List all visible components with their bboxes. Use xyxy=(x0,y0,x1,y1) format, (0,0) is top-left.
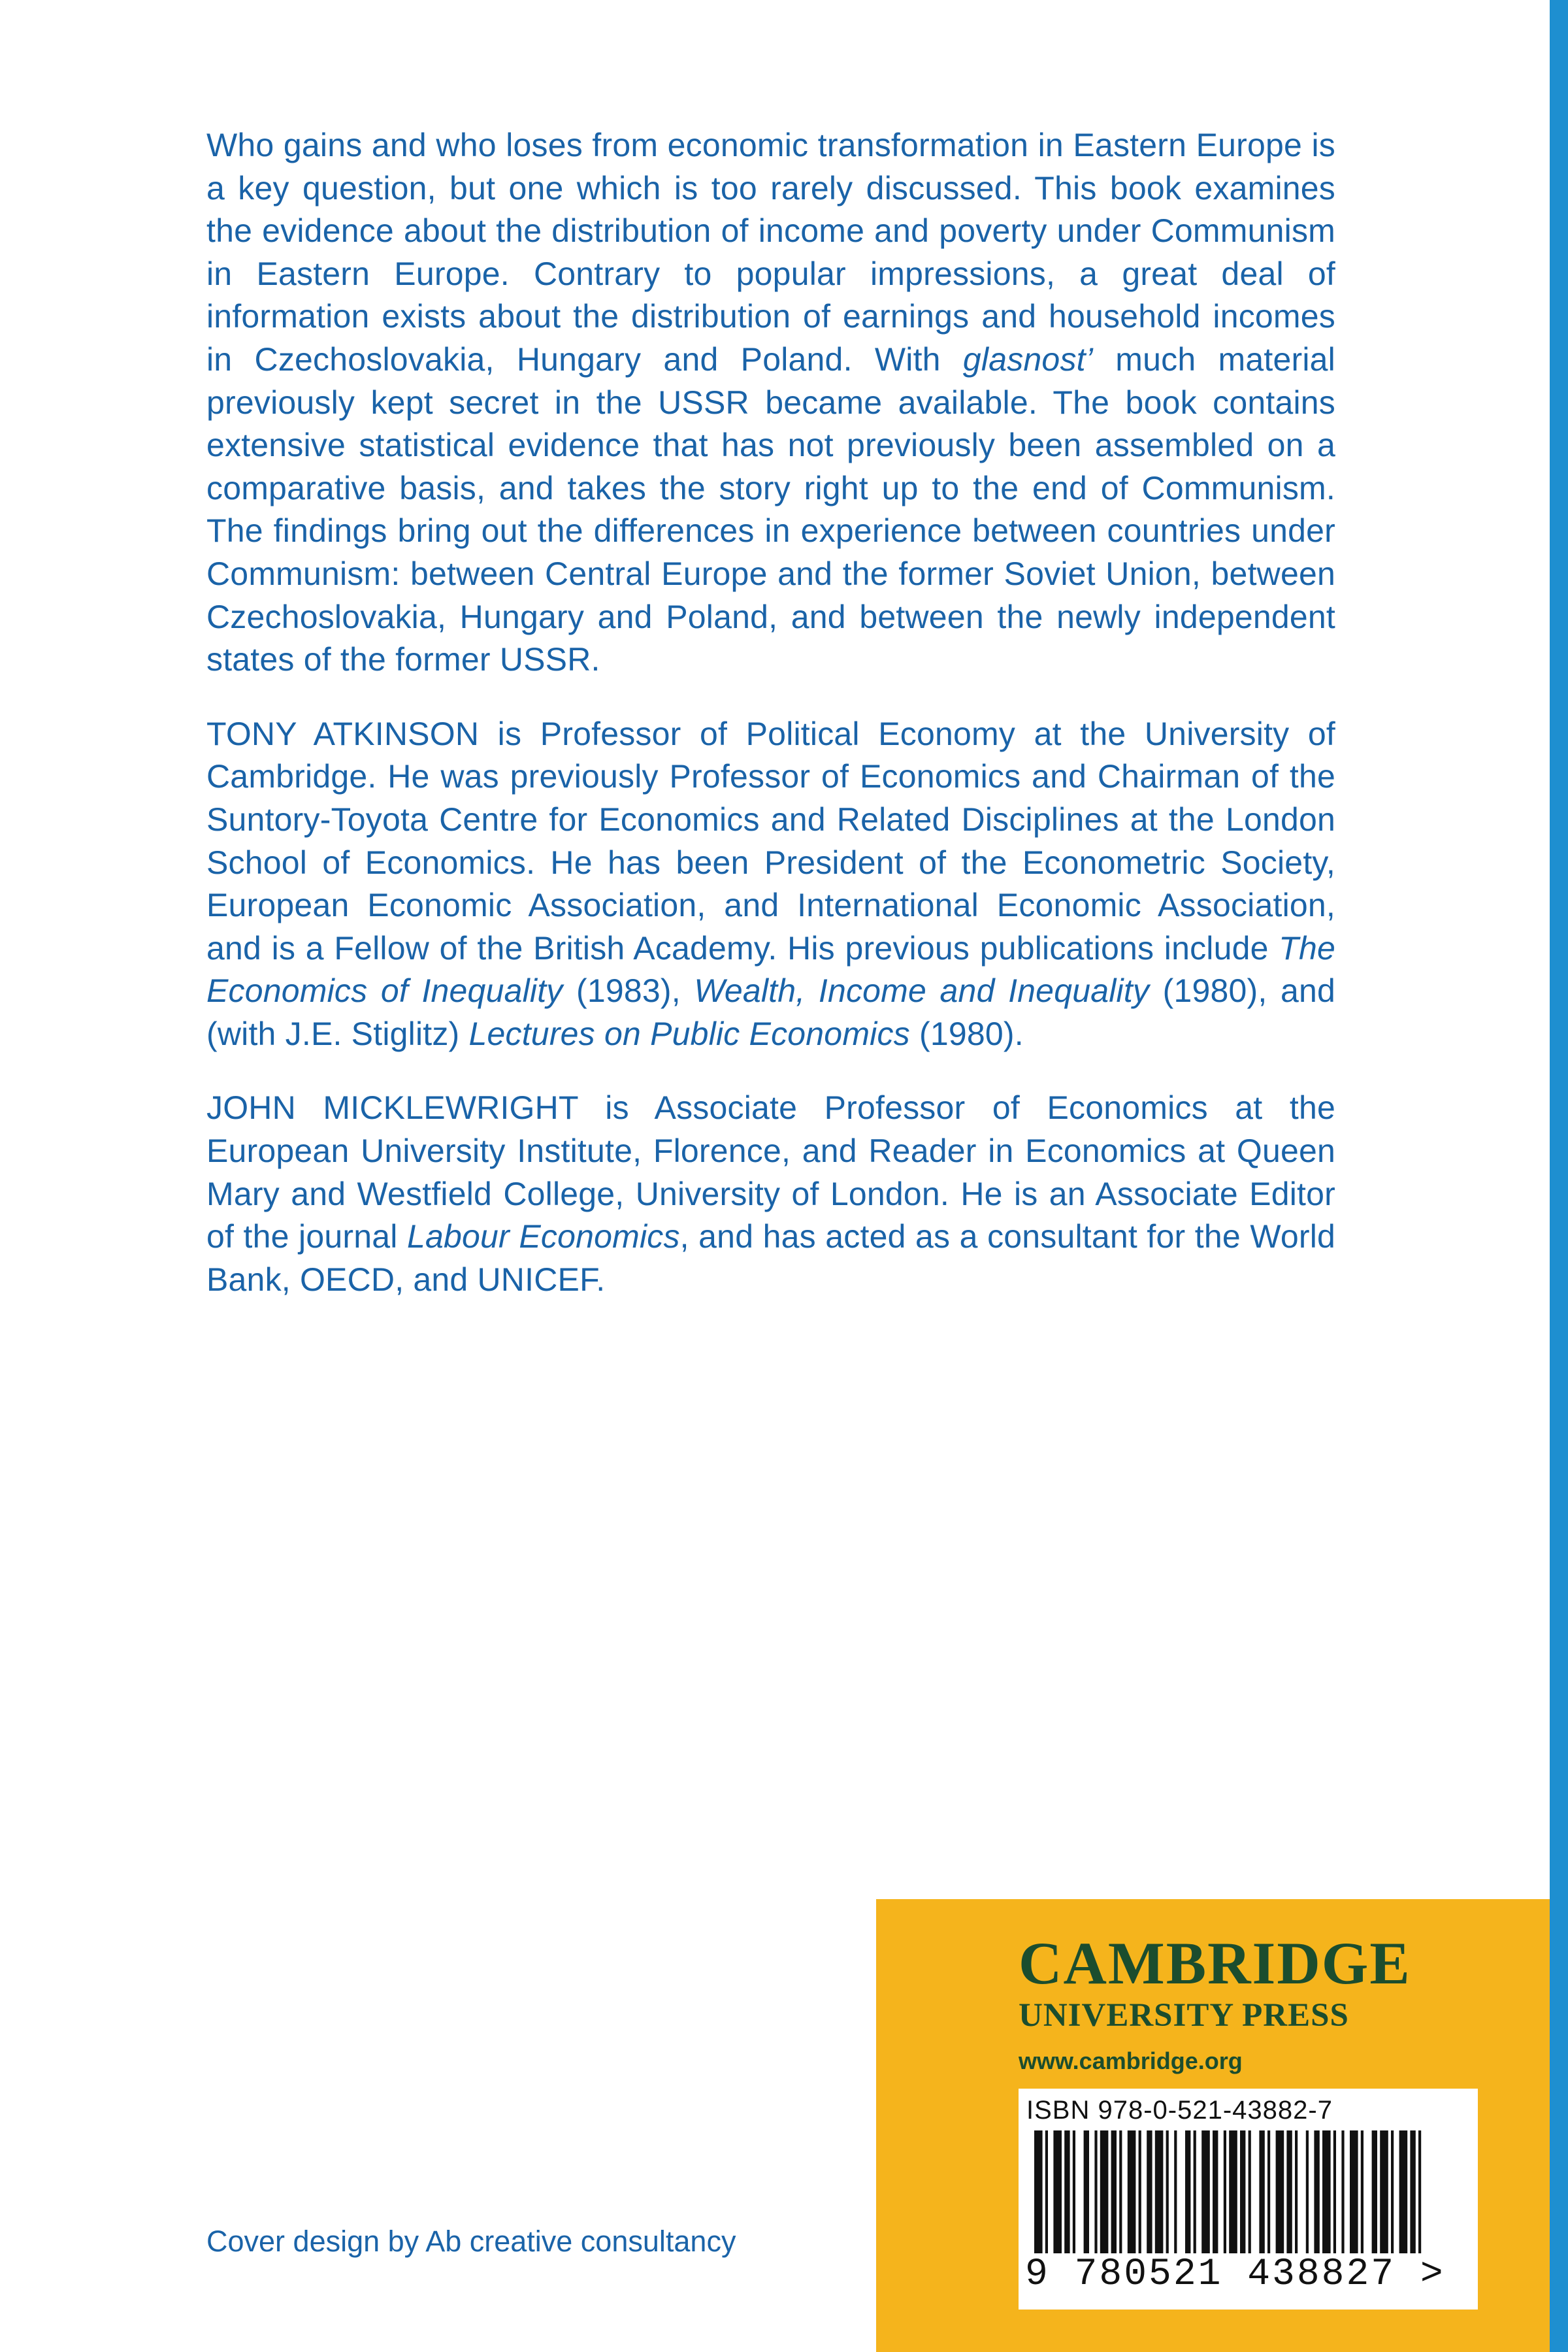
isbn-label: ISBN 978-0-521-43882-7 xyxy=(1026,2096,1333,2125)
barcode-bar xyxy=(1155,2130,1164,2253)
barcode-bar xyxy=(1053,2130,1062,2253)
barcode-bar xyxy=(1064,2130,1070,2253)
atkinson-bio-text-3: (1980), and (with J.E. Stiglitz) xyxy=(206,972,1335,1052)
barcode-bar xyxy=(1084,2130,1089,2253)
description-text-1: Who gains and who loses from economic transformation in Eastern Europe is a key question, but one which is too rarely discussed. This book examines the evidence about the distribution of income and poverty under Communism in Eastern Europe. Contrary to popular impressions, a great deal of information exists about the distribution of earnings and household incomes in Czechoslovakia, Hungary and Poland. With xyxy=(206,127,1335,378)
barcode-bar xyxy=(1224,2130,1226,2253)
back-cover-blurb xyxy=(206,124,1335,1333)
barcode-bar xyxy=(1119,2130,1122,2253)
barcode-bar xyxy=(1094,2130,1097,2253)
barcode-bar xyxy=(1147,2130,1152,2253)
barcode-bar xyxy=(1418,2130,1421,2253)
barcode-panel xyxy=(1019,2089,1478,2310)
description-text-2: much material previously kept secret in the USSR became available. The book contains extensive statistical evidence that has not previously been assembled on a comparative basis, and takes the story right up to the end of Communism. The findings bring out the differences in experience between countries under Communism: between Central Europe and the former Soviet Union, between Czechoslovakia, Hungary and Poland, and between the newly independent states of the former USSR. xyxy=(206,340,1335,678)
glasnost-term: glasnost’ xyxy=(962,340,1094,378)
publisher-logo-press: UNIVERSITY PRESS xyxy=(1019,1997,1349,2034)
barcode-bar xyxy=(1185,2130,1190,2253)
barcode-bar xyxy=(1333,2130,1336,2253)
barcode-bar xyxy=(1100,2130,1109,2253)
barcode-bar xyxy=(1240,2130,1245,2253)
book-description xyxy=(206,124,1335,682)
barcode-bar xyxy=(1306,2130,1309,2253)
barcode-bar xyxy=(1128,2130,1136,2253)
barcode-bar xyxy=(1034,2130,1043,2253)
barcode-bar xyxy=(1314,2130,1319,2253)
publisher-url: www.cambridge.org xyxy=(1019,2047,1243,2074)
barcode-bar xyxy=(1267,2130,1270,2253)
micklewright-bio-text-2: , and has acted as a consultant for the World Bank, OECD, and UNICEF. xyxy=(206,1218,1336,1298)
barcode-bar xyxy=(1295,2130,1298,2253)
barcode-bar xyxy=(1361,2130,1364,2253)
barcode-bar xyxy=(1213,2130,1218,2253)
book-title-economics-of-inequality: The Economics of Inequality xyxy=(206,929,1335,1010)
barcode-bar xyxy=(1201,2130,1210,2253)
book-title-lectures-public-economics: Lectures on Public Economics xyxy=(468,1015,910,1052)
barcode-bar xyxy=(1194,2130,1196,2253)
barcode-bar xyxy=(1341,2130,1344,2253)
barcode-bar xyxy=(1286,2130,1292,2253)
barcode-bar xyxy=(1399,2130,1408,2253)
barcode-bar xyxy=(1410,2130,1415,2253)
atkinson-bio-text-2: (1983), xyxy=(563,972,694,1010)
publisher-panel xyxy=(876,1899,1550,2352)
barcode-bar xyxy=(1166,2130,1169,2253)
barcode-bar xyxy=(1139,2130,1141,2253)
barcode-bar xyxy=(1045,2130,1048,2253)
author-bio-atkinson xyxy=(206,713,1335,1056)
barcode-bar xyxy=(1249,2130,1251,2253)
barcode-bar xyxy=(1276,2130,1284,2253)
barcode-bar xyxy=(1391,2130,1394,2253)
author-bio-micklewright xyxy=(206,1087,1335,1301)
barcode-bar xyxy=(1372,2130,1377,2253)
barcode-bars xyxy=(1032,2130,1463,2255)
barcode-bar xyxy=(1322,2130,1331,2253)
journal-title-labour-economics: Labour Economics xyxy=(407,1218,680,1255)
micklewright-bio-text-1: JOHN MICKLEWRIGHT is Associate Professor of Economics at the European University Institute, Florence, and Reader in Economics at Queen Mary and Westfield College, University of London. He is an Associate Editor of the journal xyxy=(206,1089,1335,1255)
barcode-bar xyxy=(1073,2130,1075,2253)
barcode-bar xyxy=(1380,2130,1388,2253)
cover-design-credit: Cover design by Ab creative consultancy xyxy=(206,2225,736,2258)
barcode-bar xyxy=(1350,2130,1358,2253)
barcode-digits: 9 780521 438827 > xyxy=(1025,2253,1445,2296)
book-title-wealth-income-inequality: Wealth, Income and Inequality xyxy=(694,972,1150,1010)
atkinson-bio-text-1: TONY ATKINSON is Professor of Political Economy at the University of Cambridge. He was previously Professor of Economics and Chairman of the Suntory-Toyota Centre for Economics and Related Disciplines at the London School of Economics. He has been President of the Econometric Society, European Economic Association, and International Economic Association, and is a Fellow of the British Academy. His previous publications include xyxy=(206,715,1335,967)
barcode-bar xyxy=(1259,2130,1264,2253)
barcode-bar xyxy=(1229,2130,1237,2253)
publisher-logo-name: CAMBRIDGE xyxy=(1019,1930,1411,1996)
spine-stripe xyxy=(1550,0,1568,2352)
atkinson-bio-text-4: (1980). xyxy=(909,1015,1024,1052)
barcode-bar xyxy=(1174,2130,1177,2253)
barcode-bar xyxy=(1111,2130,1117,2253)
